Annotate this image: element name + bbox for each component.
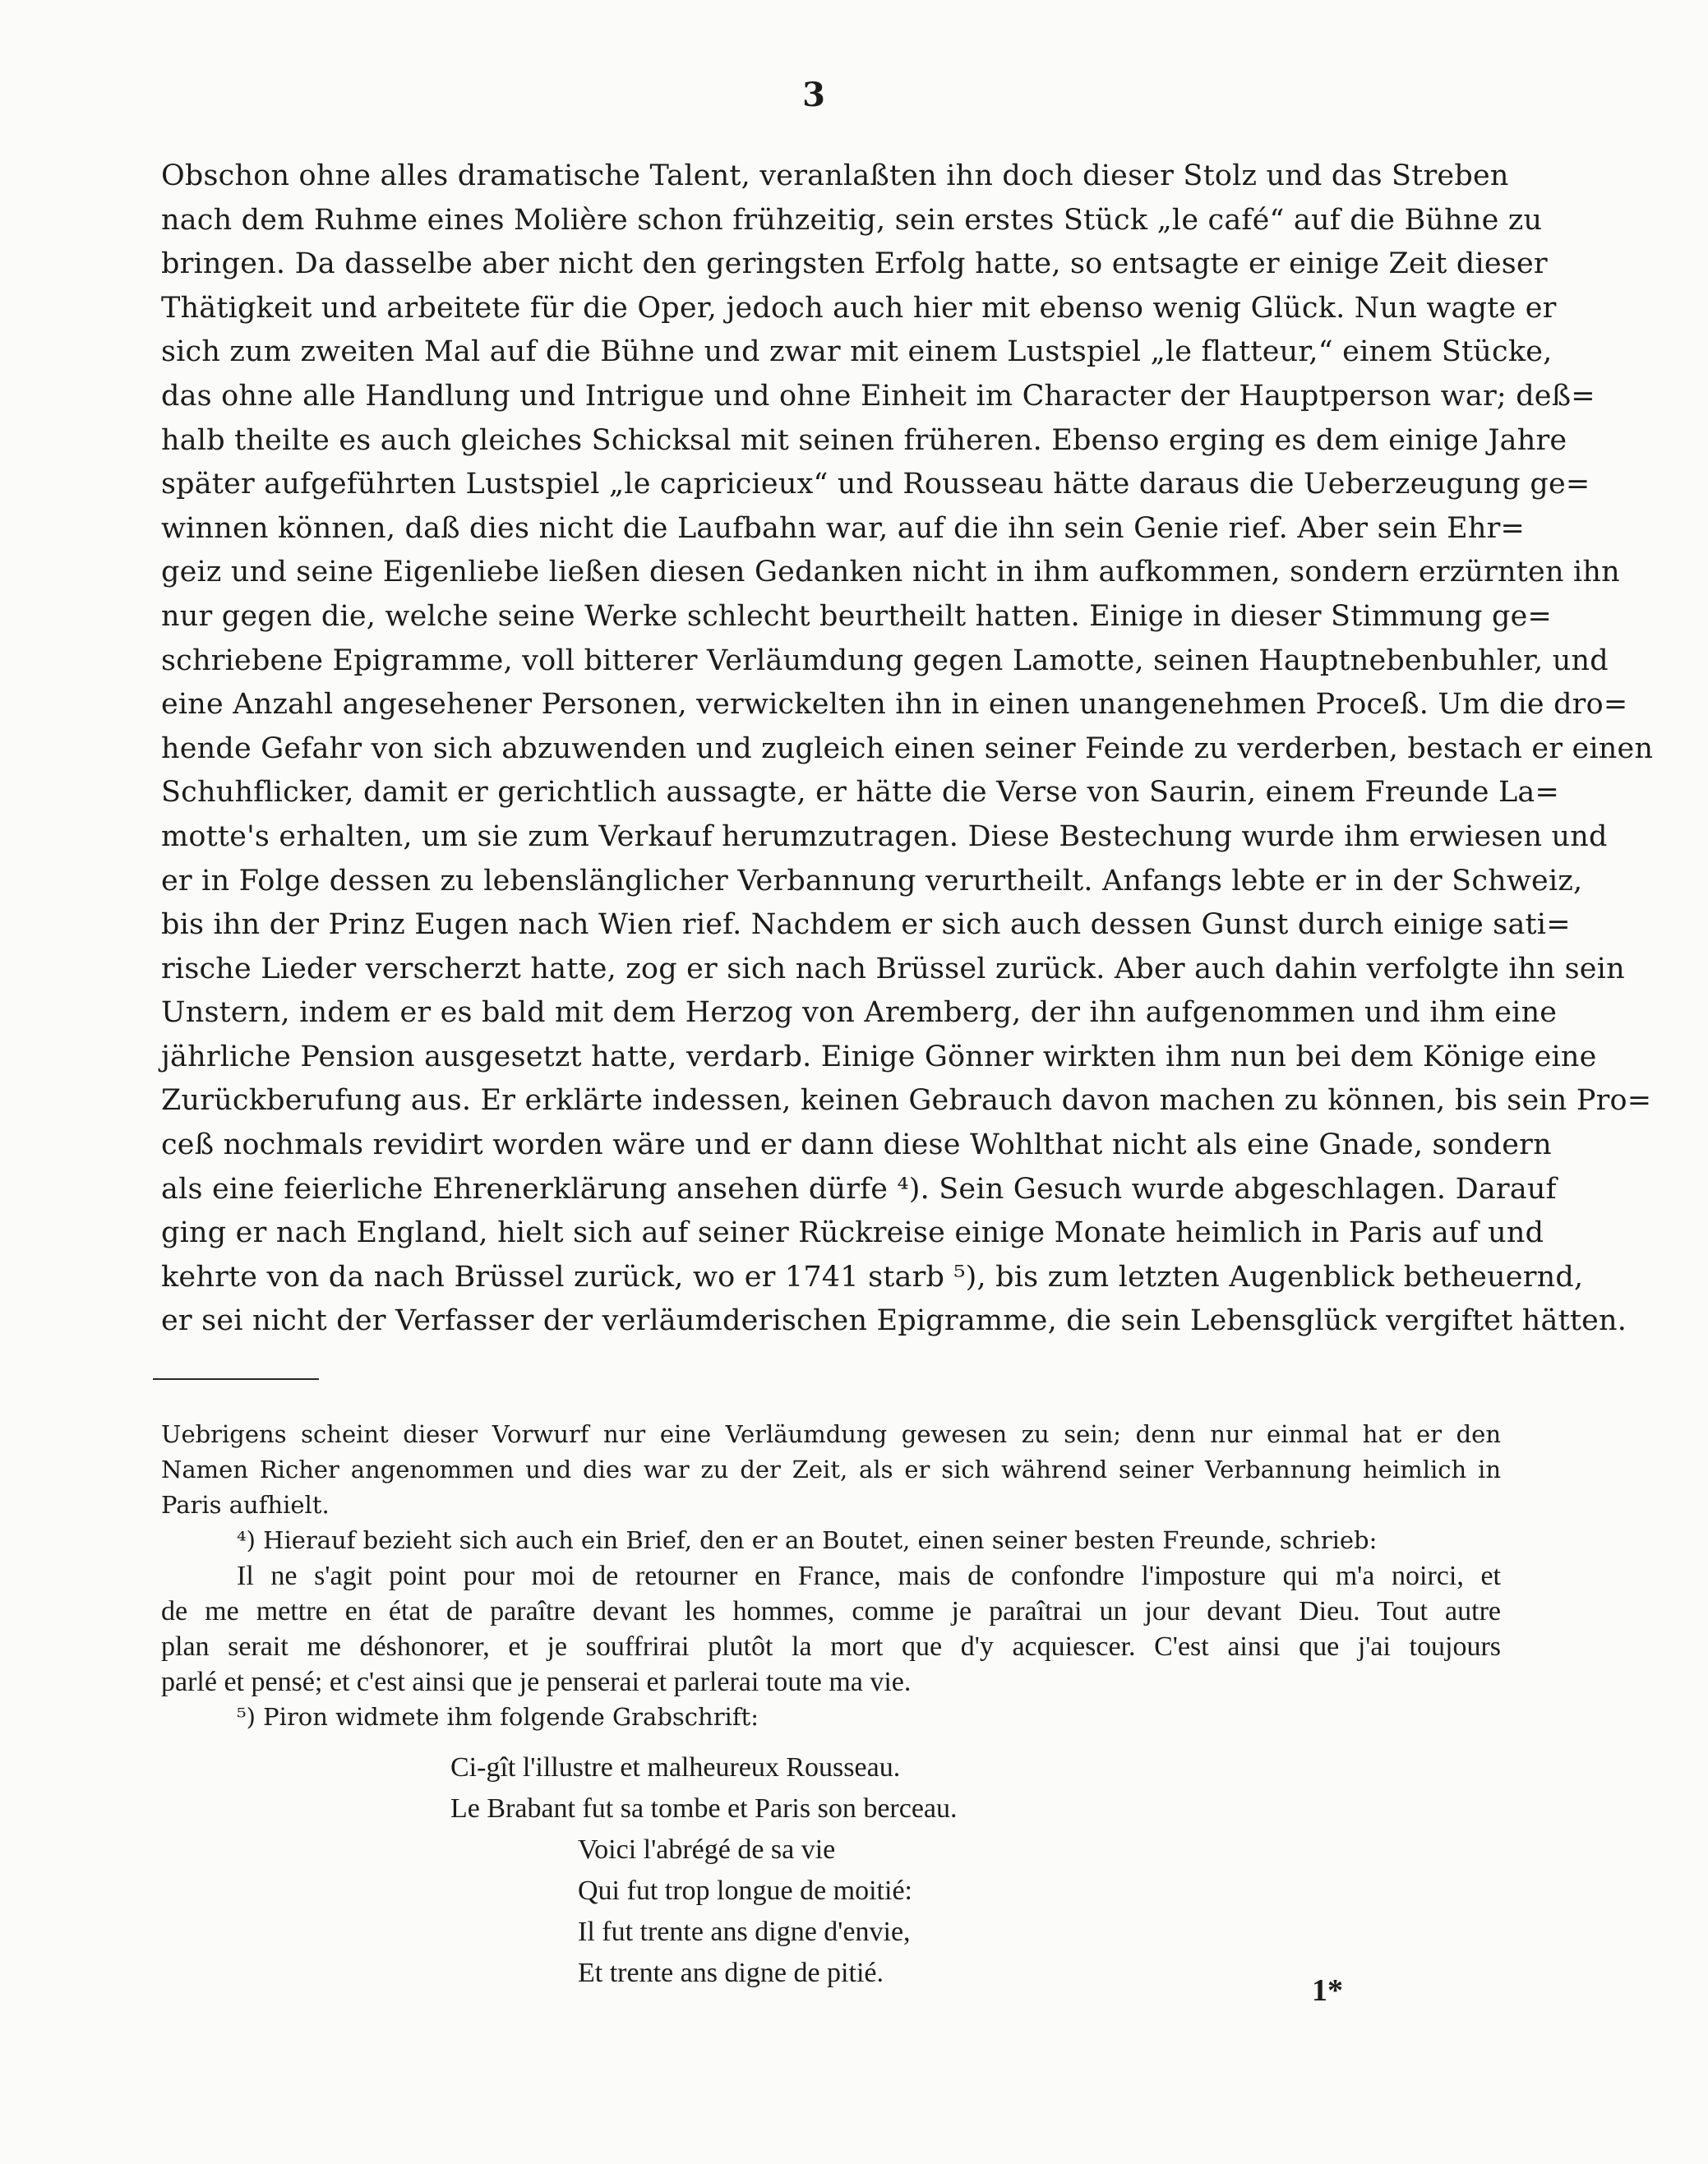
main-text: [161, 155, 1654, 1344]
text-line: eine Anzahl angesehener Personen, verwickelten ihn in einen unangenehmen Proceß. Um die dro=: [161, 688, 1628, 722]
text-line: bringen. Da dasselbe aber nicht den geringsten Erfolg hatte, so entsagte er einige Zeit dieser: [161, 247, 1548, 281]
text-line: nur gegen die, welche seine Werke schlecht beurtheilt hatten. Einige in dieser Stimmung ge=: [161, 599, 1553, 633]
text-line: er in Folge dessen zu lebenslänglicher Verbannung verurtheilt. Anfangs lebte er in der Schweiz,: [161, 864, 1583, 897]
poem-line: Il fut trente ans digne d'envie,: [578, 1917, 911, 1947]
footnotes: [161, 1417, 1501, 1735]
text-line: sich zum zweiten Mal auf die Bühne und zwar mit einem Lustspiel „le flatteur,“ einem Stücke,: [161, 335, 1553, 369]
signature-mark: 1*: [1312, 1973, 1343, 2008]
text-line: halb theilte es auch gleiches Schicksal mit seinen früheren. Ebenso erging es dem einige Jahre: [161, 423, 1567, 457]
footnote-divider: [153, 1378, 319, 1380]
text-line: nach dem Ruhme eines Molière schon frühzeitig, sein erstes Stück „le café“ auf die Bühne zu: [161, 203, 1543, 237]
text-line: als eine feierliche Ehrenerklärung ansehen dürfe ⁴). Sein Gesuch wurde abgeschlagen. Darauf: [161, 1172, 1557, 1206]
french-quote-line: plan serait me déshonorer, et je souffrirai plutôt la mort que d'y acquiescer. C'est ainsi que j'ai toujours: [161, 1631, 1501, 1662]
poem-line: Qui fut trop longue de moitié:: [578, 1876, 912, 1906]
text-line: Schuhflicker, damit er gerichtlich aussagte, er hätte die Verse von Saurin, einem Freunde La=: [161, 776, 1560, 810]
page-number: 3: [802, 76, 825, 114]
poem-line: Voici l'abrégé de sa vie: [578, 1834, 836, 1865]
text-line: kehrte von da nach Brüssel zurück, wo er 1741 starb ⁵), bis zum letzten Augenblick betheuernd,: [161, 1260, 1584, 1294]
text-line: später aufgeführten Lustspiel „le capricieux“ und Rousseau hätte daraus die Ueberzeugung ge=: [161, 468, 1590, 501]
text-line: ceß nochmals revidirt worden wäre und er dann diese Wohlthat nicht als eine Gnade, sondern: [161, 1128, 1552, 1162]
footnote-4-intro: ⁴) Hierauf bezieht sich auch ein Brief, den er an Boutet, einen seiner besten Freunde, schrieb:: [237, 1526, 1378, 1554]
text-line: rische Lieder verscherzt hatte, zog er sich nach Brüssel zurück. Aber auch dahin verfolgte ihn sein: [161, 952, 1625, 985]
text-line: Obschon ohne alles dramatische Talent, veranlaßten ihn doch dieser Stolz und das Streben: [161, 159, 1509, 192]
text-line: Zurückberufung aus. Er erklärte indessen, keinen Gebrauch davon machen zu können, bis sein Pro=: [161, 1084, 1652, 1118]
poem-line: Le Brabant fut sa tombe et Paris son berceau.: [450, 1793, 958, 1824]
text-line: geiz und seine Eigenliebe ließen diesen Gedanken nicht in ihm aufkommen, sondern erzürnten ihn: [161, 556, 1620, 589]
text-line: winnen können, daß dies nicht die Laufbahn war, auf die ihn sein Genie rief. Aber sein Ehr=: [161, 511, 1526, 545]
french-quote-line: de me mettre en état de paraître devant les hommes, comme je paraîtrai un jour devant Dieu. Tout autre: [161, 1596, 1501, 1626]
text-line: Unstern, indem er es bald mit dem Herzog von Aremberg, der ihn aufgenommen und ihm eine: [161, 996, 1558, 1030]
text-line: bis ihn der Prinz Eugen nach Wien rief. Nachdem er sich auch dessen Gunst durch einige sati=: [161, 908, 1571, 942]
text-line: motte's erhalten, um sie zum Verkauf herumzutragen. Diese Bestechung wurde ihm erwiesen und: [161, 819, 1608, 853]
text-line: ging er nach England, hielt sich auf seiner Rückreise einige Monate heimlich in Paris auf und: [161, 1216, 1544, 1250]
text-line: hende Gefahr von sich abzuwenden und zugleich einen seiner Feinde zu verderben, bestach er einen: [161, 731, 1654, 765]
footnote-line: Paris aufhielt.: [161, 1491, 330, 1519]
text-line: Thätigkeit und arbeitete für die Oper, jedoch auch hier mit ebenso wenig Glück. Nun wagte er: [161, 291, 1557, 325]
poem-line: Ci-gît l'illustre et malheureux Rousseau.: [450, 1752, 901, 1783]
french-quote-line: Il ne s'agit point pour moi de retourner en France, mais de confondre l'imposture qui m'a noirci, et: [237, 1561, 1501, 1591]
footnote-line: Uebrigens scheint dieser Vorwurf nur eine Verläumdung gewesen zu sein; denn nur einmal hat er den: [161, 1420, 1501, 1448]
footnote-line: Namen Richer angenommen und dies war zu der Zeit, als er sich während seiner Verbannung heimlich in: [161, 1456, 1501, 1483]
text-line: jährliche Pension ausgesetzt hatte, verdarb. Einige Gönner wirkten ihm nun bei dem Könige eine: [161, 1040, 1597, 1073]
text-line: er sei nicht der Verfasser der verläumderischen Epigramme, die sein Lebensglück vergiftet hätten.: [161, 1304, 1627, 1338]
text-line: schriebene Epigramme, voll bitterer Verläumdung gegen Lamotte, seinen Hauptnebenbuhler, und: [161, 644, 1609, 677]
french-quote-line: parlé et pensé; et c'est ainsi que je penserai et parlerai toute ma vie.: [161, 1667, 912, 1697]
text-line: das ohne alle Handlung und Intrigue und ohne Einheit im Character der Hauptperson war; deß=: [161, 379, 1595, 413]
poem-line: Et trente ans digne de pitié.: [578, 1958, 884, 1988]
footnote-5-intro: ⁵) Piron widmete ihm folgende Grabschrift:: [237, 1703, 759, 1731]
